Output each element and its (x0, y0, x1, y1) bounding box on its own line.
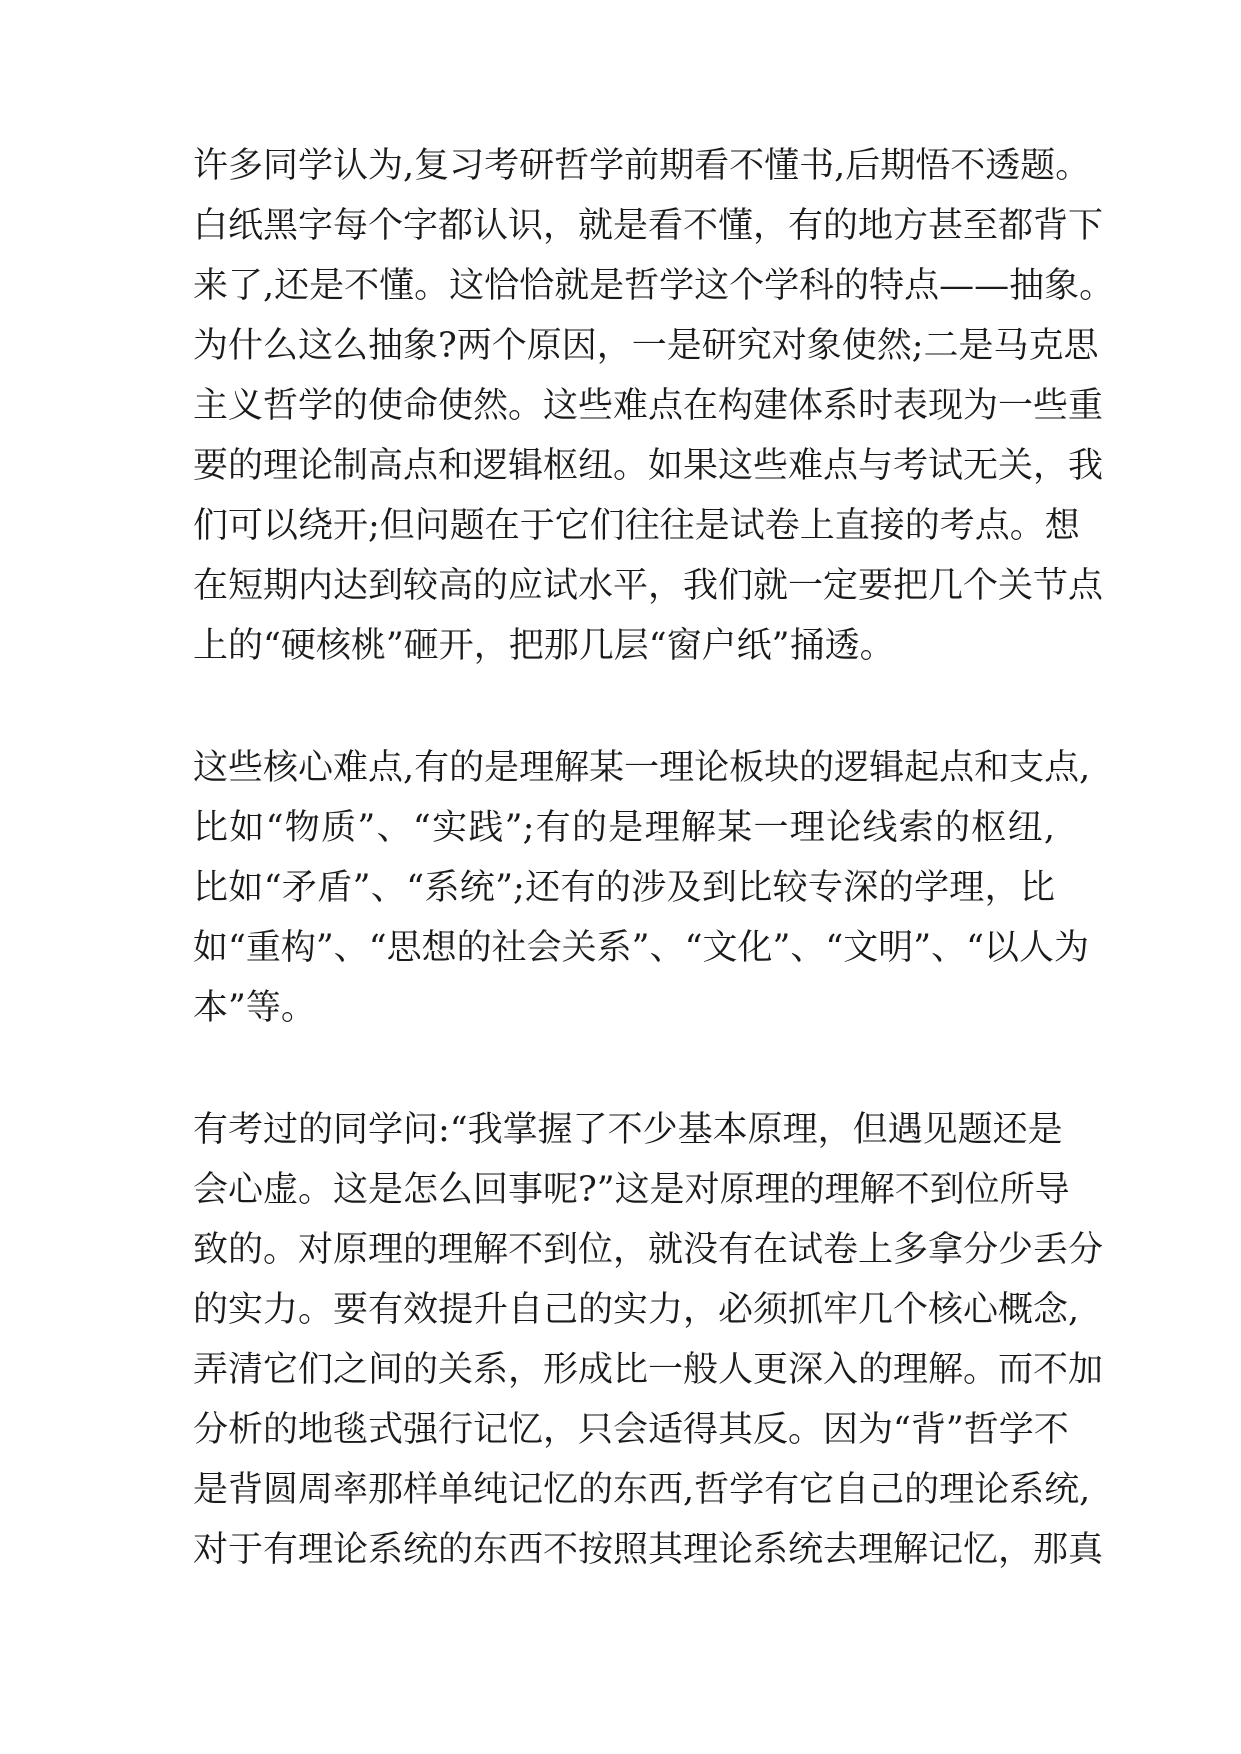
text-line: 本”等。 (193, 988, 316, 1028)
text-line: 分析的地毯式强行记忆，只会适得其反。因为“背”哲学不 (193, 1410, 1069, 1450)
text-line: 对于有理论系统的东西不按照其理论系统去理解记忆，那真 (193, 1530, 1104, 1570)
text-line: 为什么这么抽象?两个原因，一是研究对象使然;二是马克思 (193, 326, 1099, 366)
paragraph-gap (193, 676, 1055, 738)
text-line: 白纸黑字每个字都认识，就是看不懂，有的地方甚至都背下 (193, 206, 1104, 246)
text-line: 会心虚。这是怎么回事呢?”这是对原理的理解不到位所导 (193, 1170, 1070, 1210)
text-line: 致的。对原理的理解不到位，就没有在试卷上多拿分少丢分 (193, 1230, 1104, 1270)
paragraph-1 (193, 136, 1115, 676)
paragraph-2 (193, 738, 1091, 1038)
text-line: 这些核心难点,有的是理解某一理论板块的逻辑起点和支点, (193, 748, 1091, 788)
text-line: 在短期内达到较高的应试水平，我们就一定要把几个关节点 (193, 566, 1104, 606)
text-line: 的实力。要有效提升自己的实力，必须抓牢几个核心概念, (193, 1290, 1080, 1330)
text-line: 弄清它们之间的关系，形成比一般人更深入的理解。而不加 (193, 1350, 1104, 1390)
text-line: 是背圆周率那样单纯记忆的东西,哲学有它自己的理论系统, (193, 1470, 1091, 1510)
paragraph-gap (193, 1038, 1055, 1100)
text-line: 主义哲学的使命使然。这些难点在构建体系时表现为一些重 (193, 386, 1104, 426)
text-line: 有考过的同学问:“我掌握了不少基本原理，但遇见题还是 (193, 1110, 1063, 1150)
paragraph-3 (193, 1100, 1104, 1580)
text-line: 要的理论制高点和逻辑枢纽。如果这些难点与考试无关，我 (193, 446, 1104, 486)
text-line: 如“重构”、“思想的社会关系”、“文化”、“文明”、“以人为 (193, 928, 1090, 968)
text-line: 来了,还是不懂。这恰恰就是哲学这个学科的特点——抽象。 (193, 266, 1115, 306)
text-line: 上的“硬核桃”砸开，把那几层“窗户纸”捅透。 (193, 626, 895, 666)
document-body (193, 136, 1115, 1580)
text-line: 比如“物质”、“实践”;有的是理解某一理论线索的枢纽, (193, 808, 1055, 848)
text-line: 们可以绕开;但问题在于它们往往是试卷上直接的考点。想 (193, 506, 1080, 546)
text-line: 许多同学认为,复习考研哲学前期看不懂书,后期悟不透题。 (193, 146, 1091, 186)
text-line: 比如“矛盾”、“系统”;还有的涉及到比较专深的学理，比 (193, 868, 1055, 908)
